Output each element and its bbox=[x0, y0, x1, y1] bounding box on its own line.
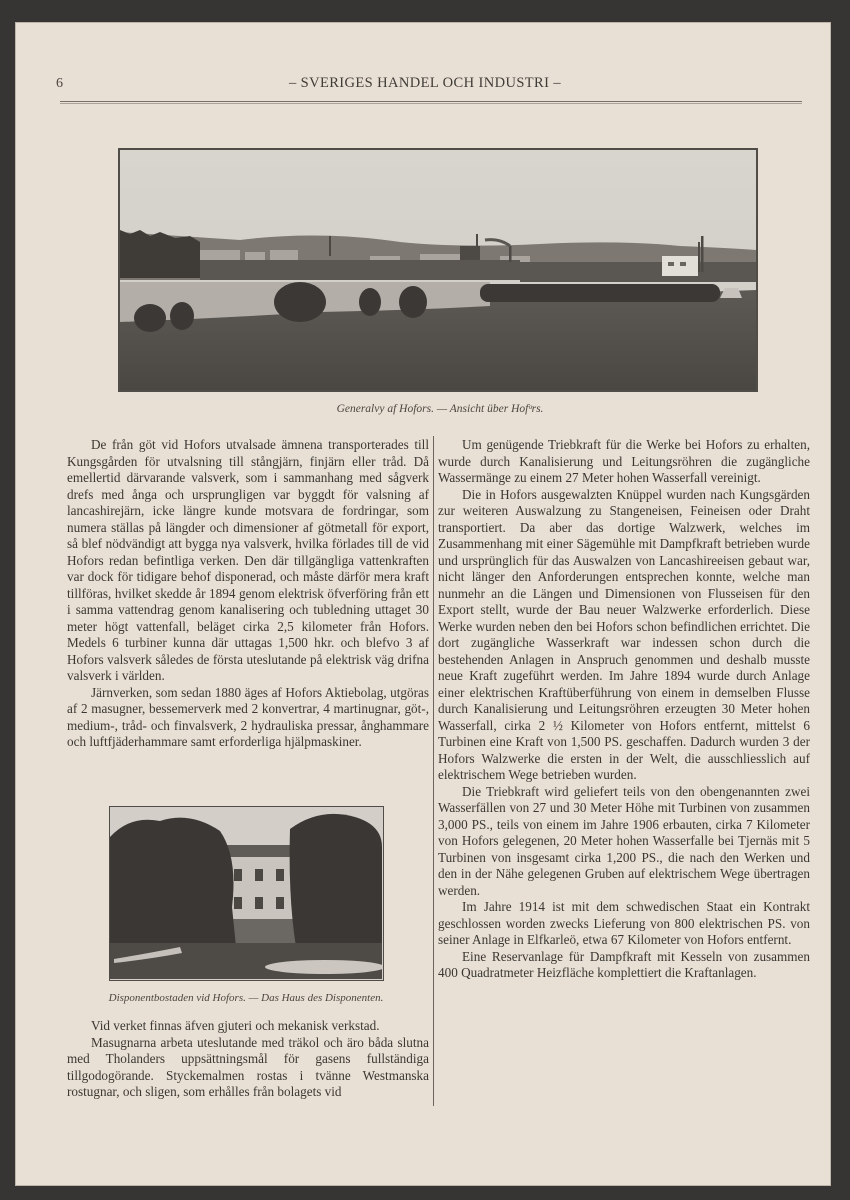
column-divider bbox=[433, 436, 434, 1106]
porch-vines bbox=[230, 919, 300, 943]
landscape-photo bbox=[118, 148, 758, 392]
paragraph: Masugnarna arbeta uteslutande med träkol och äro båda slutna med Tholanders uppsättningsmål för gasens fullständiga tillgodogörande. Styckemalmen rostas i tvänne Westmanska rostugnar, och sligen, som erhålles från bolagets vid bbox=[67, 1034, 429, 1099]
paragraph: Im Jahre 1914 ist mit dem schwedischen Staat ein Kontrakt geschlossen worden zwecks Lieferung von 800 elektrischen PS. von seiner Anlage in Elfkarleö, etwa 67 Kilometer von Hofors entfernt. bbox=[438, 899, 810, 947]
right-trees bbox=[290, 814, 382, 947]
left-trees bbox=[110, 818, 236, 947]
house-photo bbox=[109, 806, 384, 981]
left-column-bottom bbox=[67, 1018, 429, 1101]
gravel-patch bbox=[265, 960, 382, 974]
paragraph: Die in Hofors ausgewalzten Knüppel wurden nach Kungsgärden zur weiteren Auswalzung zu Stangeneisen, Feineisen oder Draht transportiert. Da aber das dortige Walzwerk, welches im Zusammenhang mit einer Sägemühle mit Dampfkraft betrieben wurde und ursprünglich für das Auswalzen von Lancashireeisen gebaut war, nicht länger den Anforderungen entsprechen konnte, welche man nunmehr an die Längen und Dimensionen von Flusseisen für den Export stellt, wurde der Bau neuer Walzwerke erforderlich. Diese Werke wurden neben den bei Hofors schon befindlichen errichtet. Die dort zugängliche Wasserkraft war indessen schon durch die bestehenden Anlagen in Anspruch genommen und deshalb musste neue Kraft zugeführt werden. Im Jahre 1894 wurde durch Anlage einer elektrischen Kraftüberführung von einem in demselben Flusse durch Kanalisierung und Leitungsröhren erzeugten 30 Meter hohen Wasserfall, cirka 2 ½ Kilometer von Hofors entfernt, mittelst 6 Turbinen eine Kraft von 1,500 PS. geschaffen. Dadurch wurden 3 der Hofors Walzwerke die ersten in der Welt, die ausschliesslich auf elektrischem Wege betrieben wurden. bbox=[438, 486, 810, 782]
landscape-illustration bbox=[120, 150, 756, 390]
paragraph: Um genügende Triebkraft für die Werke bei Hofors zu erhalten, wurde durch Kanalisierung und Leitungsröhren die zugängliche Wassermänge zu einem 27 Meter hohen Wasserfall vereinigt. bbox=[438, 437, 810, 485]
paragraph: Vid verket finnas äfven gjuteri och mekanisk verkstad. bbox=[91, 1018, 380, 1033]
page-number: 6 bbox=[56, 76, 63, 91]
paragraph: Eine Reservanlage für Dampfkraft mit Kesseln von zusammen 400 Quadratmeter Heizfläche komplettiert die Kraftanlagen. bbox=[438, 948, 810, 980]
left-column-top bbox=[67, 437, 429, 751]
roof bbox=[222, 845, 298, 857]
figure-caption-landscape: Generalvy af Hofors. — Ansicht über Hofᵒrs. bbox=[336, 403, 544, 415]
paragraph: De från göt vid Hofors utvalsade ämnena transporterades till Kungsgården för utvalsning till stångjärn, finjärn eller tråd. Då emellertid därvarande valsverk, som i sammanhang med sågverk drefs med ånga och ursprungligen var byggdt för valsning af lancashirejärn, icke längre kunde motsvara de fordringar, som numera ställas på längder och dimensioner af götmetall för export, så blef nödvändigt att bygga nya valsverk, hvilka förlades till de vid Hofors redan befintliga verken. Den där tillgängliga vattenkraften var dock för tidigare behof disponerad, och måste därför mera kraft tillföras, hvilket skedde år 1894 genom elektrisk öfverföring från ett i samma vattendrag genom kanalisering och tubledning uttaget 30 meter högt vattenfall, beläget cirka 2,5 kilometer från Hofors. Medels 6 turbiner kunna där uttagas 1,500 hkr. och blefvo 3 af Hofors valsverk således de första uteslutande på elektrisk väg drifna valsverk i världen. bbox=[67, 437, 429, 683]
paragraph: Die Triebkraft wird geliefert teils von den obengenannten zwei Wasserfällen von 27 und 30 Meter Höhe mit Turbinen von zusammen 3,000 PS., teils von einem im Jahre 1906 erbauten, cirka 7 Kilometer von Hofors gelegenen, 20 Meter hohen Wasserfalle bei Tjernäs mit 5 Turbinen von insgesamt cirka 1,200 PS., die nach den Werken und den in der Nähe gelegenen Gruben auf elektrischem Wege übertragen werden. bbox=[438, 783, 810, 898]
paragraph: Järnverken, som sedan 1880 äges af Hofors Aktiebolag, utgöras af 2 masugner, bessemerverk med 2 konvertrar, 4 martinugnar, göt-, medium-, tråd- och finvalsverk, 2 hydrauliska pressar, ånghammare och luftfjäderhammare samt erforderliga hjälpmaskiner. bbox=[67, 684, 429, 749]
right-column bbox=[438, 437, 810, 982]
running-title: – SVERIGES HANDEL OCH INDUSTRI – bbox=[288, 75, 562, 91]
figure-caption-house: Disponentbostaden vid Hofors. — Das Haus des Disponenten. bbox=[108, 992, 384, 1004]
treeline bbox=[120, 230, 200, 278]
header-rule-secondary bbox=[60, 103, 802, 104]
house-illustration bbox=[110, 807, 382, 979]
